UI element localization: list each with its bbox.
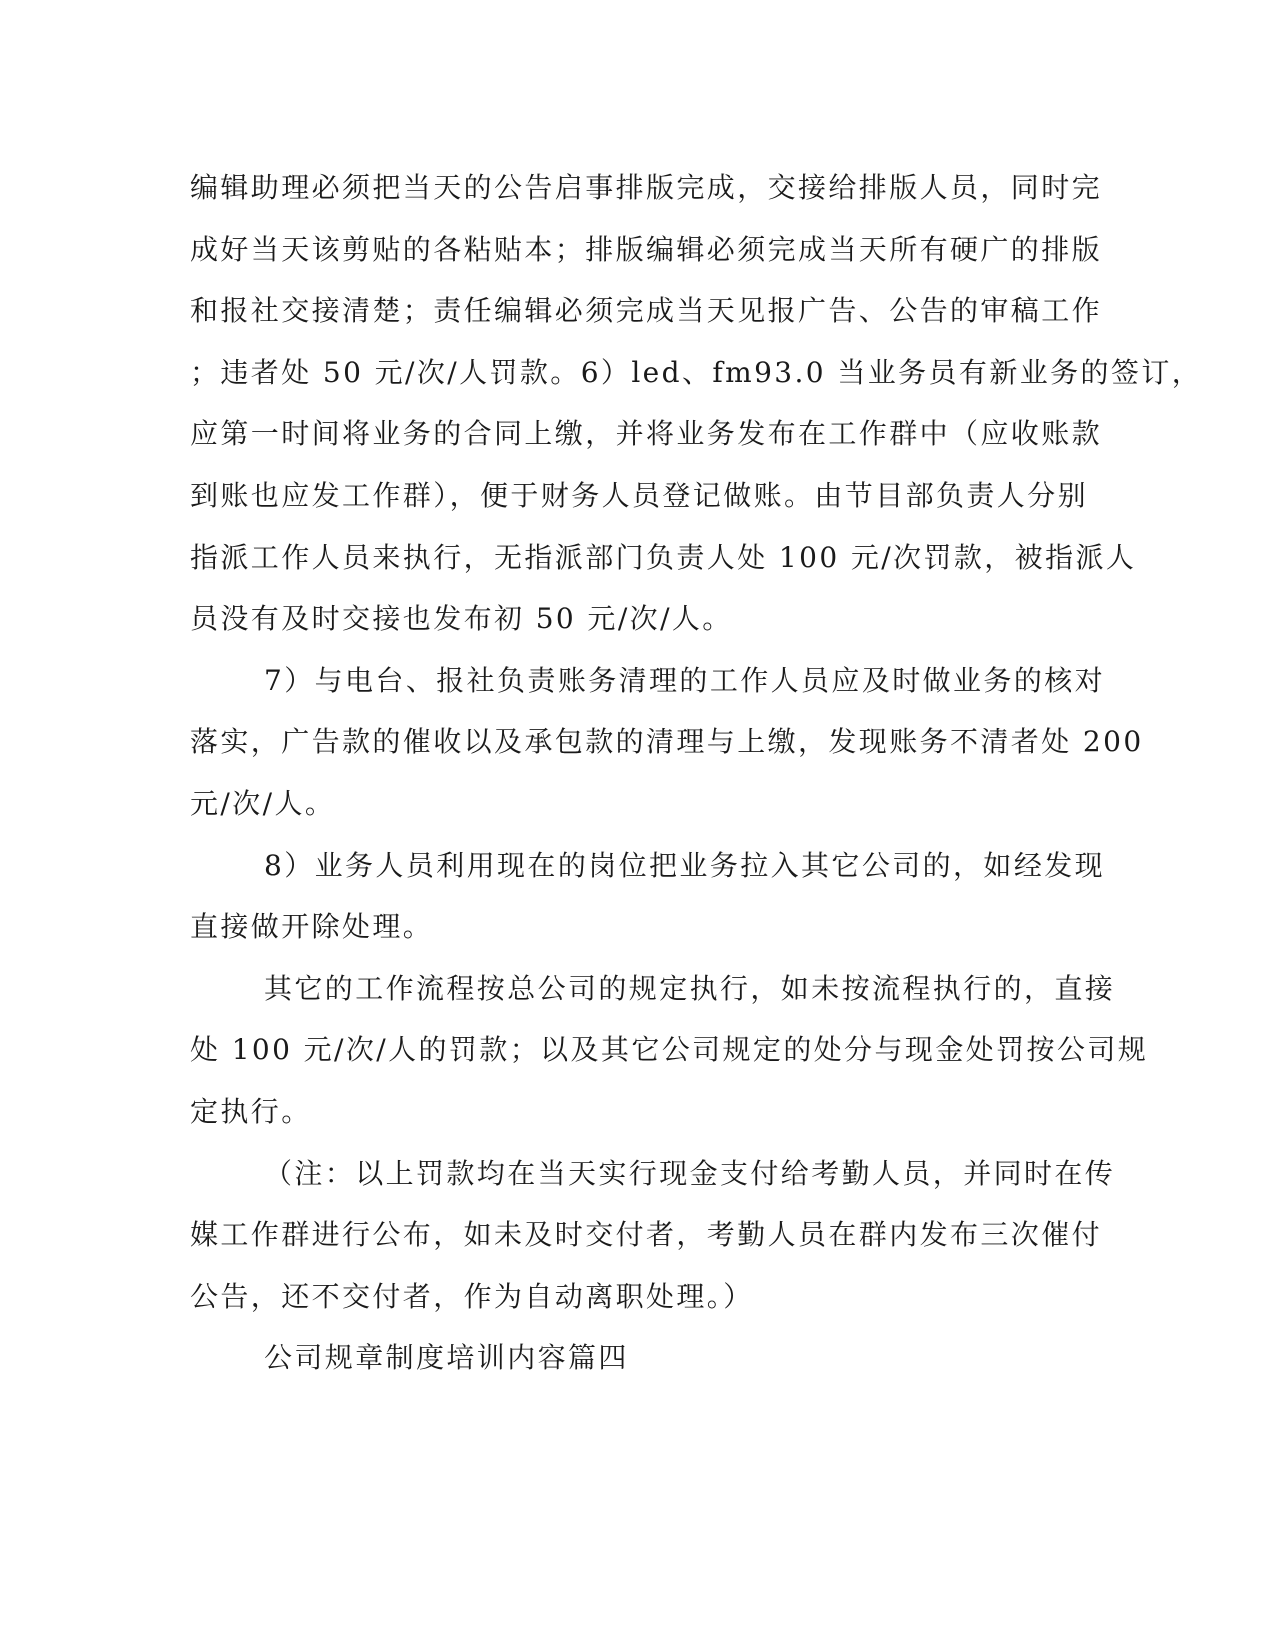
paragraph-line: 8）业务人员利用现在的岗位把业务拉入其它公司的，如经发现: [264, 848, 1106, 882]
paragraph-line: 媒工作群进行公布，如未及时交付者，考勤人员在群内发布三次催付: [190, 1218, 1103, 1252]
paragraph-line: 处 100 元/次/人的罚款；以及其它公司规定的处分与现金处罚按公司规: [190, 1033, 1149, 1067]
paragraph-line: 其它的工作流程按总公司的规定执行，如未按流程执行的，直接: [264, 971, 1116, 1005]
paragraph-line: 落实，广告款的催收以及承包款的清理与上缴，发现账务不清者处 200: [190, 725, 1144, 759]
paragraph-line: 到账也应发工作群），便于财务人员登记做账。由节目部负责人分别: [190, 478, 1089, 512]
paragraph-line: 定执行。: [190, 1094, 312, 1128]
paragraph-line: 编辑助理必须把当天的公告启事排版完成，交接给排版人员，同时完: [190, 171, 1103, 204]
paragraph-line: 和报社交接清楚；责任编辑必须完成当天见报广告、公告的审稿工作: [190, 294, 1103, 328]
document-body: [190, 157, 1203, 1389]
paragraph-line: （注：以上罚款均在当天实行现金支付给考勤人员，并同时在传: [264, 1156, 1116, 1190]
paragraph-line: 员没有及时交接也发布初 50 元/次/人。: [190, 602, 733, 636]
paragraph-line: 成好当天该剪贴的各粘贴本；排版编辑必须完成当天所有硬广的排版: [190, 232, 1103, 266]
paragraph-line: ；违者处 50 元/次/人罚款。6）led、fm93.0 当业务员有新业务的签订，: [190, 355, 1203, 389]
paragraph-line: 直接做开除处理。: [190, 910, 434, 944]
section-heading: 公司规章制度培训内容篇四: [264, 1341, 629, 1375]
paragraph-line: 应第一时间将业务的合同上缴，并将业务发布在工作群中（应收账款: [190, 417, 1103, 451]
paragraph-line: 7）与电台、报社负责账务清理的工作人员应及时做业务的核对: [264, 663, 1106, 697]
paragraph-line: 公告，还不交付者，作为自动离职处理。）: [190, 1279, 754, 1313]
paragraph-line: 元/次/人。: [190, 786, 336, 820]
paragraph-line: 指派工作人员来执行，无指派部门负责人处 100 元/次罚款，被指派人: [190, 540, 1137, 574]
